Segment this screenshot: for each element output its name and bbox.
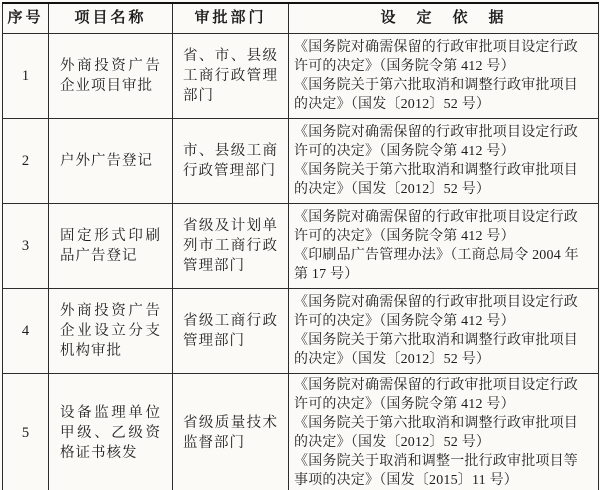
cell-approval-department: 省、市、县级工商行政管理部门 [173,33,289,118]
cell-setting-basis [289,33,599,118]
header-project-name: 项目名称 [49,3,173,33]
cell-project-name: 外商投资广告企业设立分支机构审批 [49,288,173,373]
basis-entry: 《国务院关于第六批取消和调整行政审批项目的决定》（国发〔2012〕52 号） [294,162,578,197]
cell-setting-basis [289,373,599,490]
approval-items-table [2,2,599,490]
cell-setting-basis [289,288,599,373]
cell-serial-number: 2 [3,118,49,203]
cell-serial-number: 5 [3,373,49,490]
cell-approval-department: 省级工商行政管理部门 [173,288,289,373]
cell-serial-number: 3 [3,203,49,288]
cell-project-name: 固定形式印刷品广告登记 [49,203,173,288]
cell-setting-basis [289,118,599,203]
header-serial-number: 序号 [3,3,49,33]
cell-project-name: 外商投资广告企业项目审批 [49,33,173,118]
basis-entry: 《国务院关于第六批取消和调整行政审批项目的决定》（国发〔2012〕52 号） [294,415,578,450]
cell-approval-department: 市、县级工商行政管理部门 [173,118,289,203]
table-row [3,33,599,118]
header-approval-department: 审批部门 [173,3,289,33]
table-row [3,203,599,288]
basis-entry: 《国务院关于第六批取消和调整行政审批项目的决定》（国发〔2012〕52 号） [294,77,578,112]
cell-serial-number: 1 [3,33,49,118]
basis-entry: 《国务院对确需保留的行政审批项目设定行政许可的决定》（国务院令第 412 号） [294,377,578,412]
basis-entry: 《国务院关于第六批取消和调整行政审批项目的决定》（国发〔2012〕52 号） [294,332,578,367]
cell-setting-basis [289,203,599,288]
cell-approval-department: 省级质量技术监督部门 [173,373,289,490]
cell-serial-number: 4 [3,288,49,373]
cell-approval-department: 省级及计划单列市工商行政管理部门 [173,203,289,288]
cell-project-name: 户外广告登记 [49,118,173,203]
cell-project-name: 设备监理单位甲级、乙级资格证书核发 [49,373,173,490]
basis-entry: 《国务院对确需保留的行政审批项目设定行政许可的决定》（国务院令第 412 号） [294,124,578,159]
basis-entry: 《国务院关于取消和调整一批行政审批项目等事项的决定》（国发〔2015〕11 号） [294,453,578,488]
header-row [3,3,599,33]
basis-entry: 《国务院对确需保留的行政审批项目设定行政许可的决定》（国务院令第 412 号） [294,209,578,244]
basis-entry: 《国务院对确需保留的行政审批项目设定行政许可的决定》（国务院令第 412 号） [294,294,578,329]
table-row [3,373,599,490]
basis-entry: 《印刷品广告管理办法》（工商总局令 2004 年第 17 号） [294,247,579,282]
basis-entry: 《国务院对确需保留的行政审批项目设定行政许可的决定》（国务院令第 412 号） [294,39,578,74]
table-row [3,288,599,373]
header-setting-basis: 设 定 依 据 [289,3,599,33]
table-row [3,118,599,203]
table-body [3,33,599,490]
